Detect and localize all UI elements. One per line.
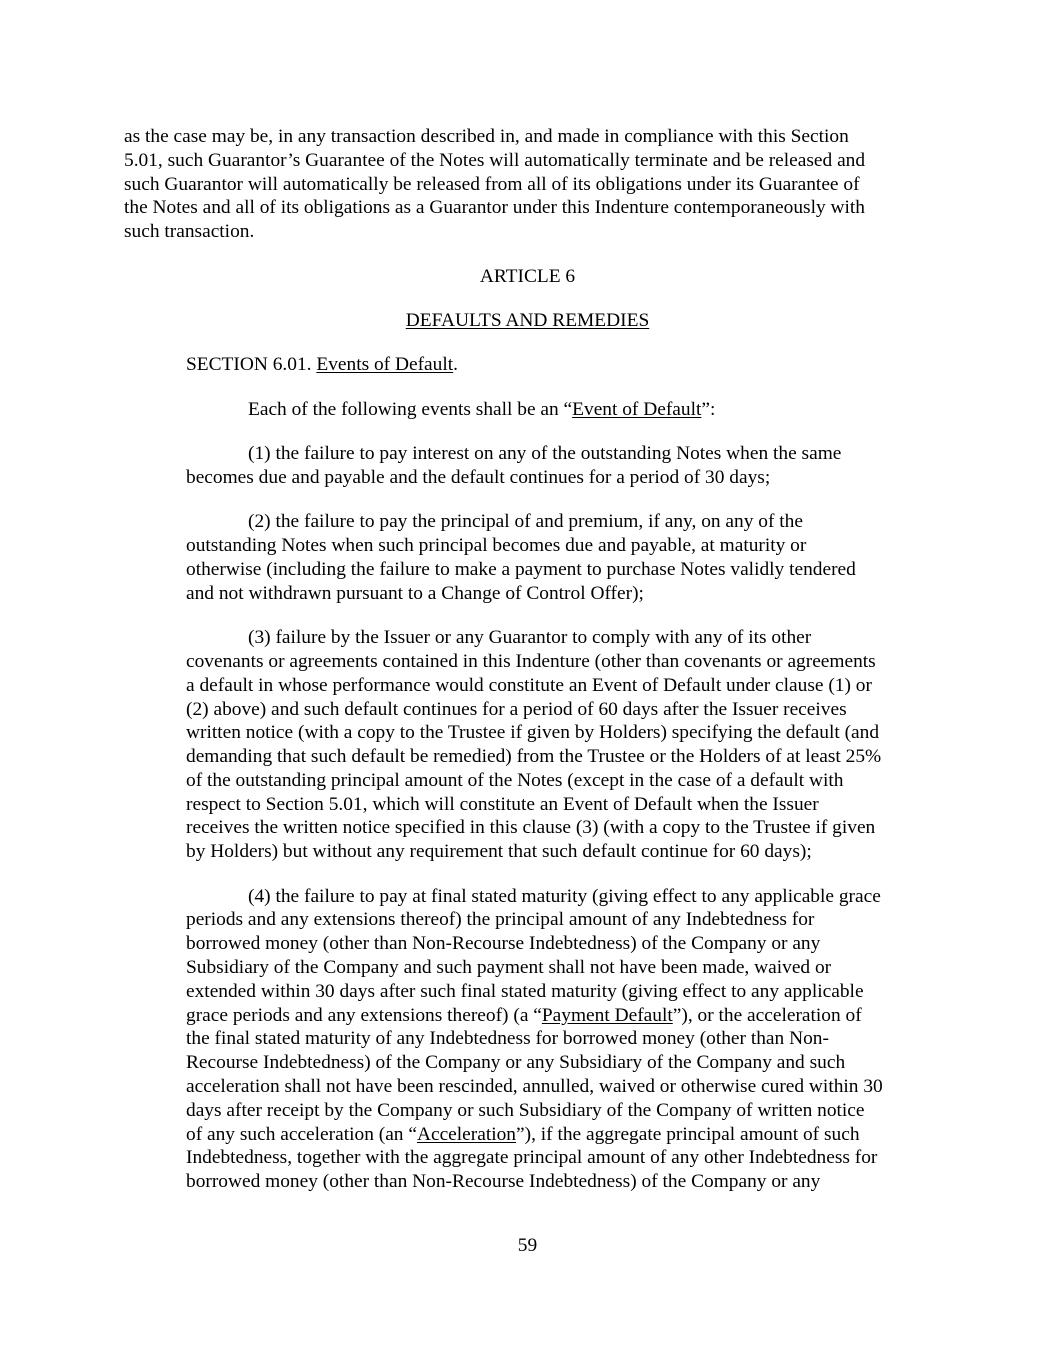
text-line [0, 309, 1055, 333]
text-line: a default in whose performance would constitute an Event of Default under clause (1) or [186, 674, 872, 696]
text-segment: grace periods and any extensions thereof) (a “ [186, 1004, 542, 1026]
defined-term: DEFAULTS AND REMEDIES [405, 309, 650, 331]
text-line [0, 353, 1055, 377]
text-segment: ”: [701, 398, 716, 420]
text-segment: SECTION 6.01. [186, 354, 317, 376]
text-line: such Guarantor will automatically be released from all of its obligations under its Guarantee of [124, 173, 860, 195]
text-line: Recourse Indebtedness) of the Company or any Subsidiary of the Company and such [186, 1052, 846, 1074]
defined-term: Payment Default [541, 1004, 673, 1026]
text-segment: of any such acceleration (an “ [186, 1123, 417, 1145]
text-line: written notice (with a copy to the Trustee if given by Holders) specifying the default (and [186, 722, 880, 744]
text-line [0, 1123, 1055, 1147]
text-segment: Each of the following events shall be an “ [248, 398, 573, 420]
text-line [0, 398, 1055, 422]
text-line: (2) above) and such default continues for a period of 60 days after the Issuer receives [186, 698, 847, 720]
text-line: the Notes and all of its obligations as a Guarantor under this Indenture contemporaneously with [124, 197, 865, 219]
text-line: (3) failure by the Issuer or any Guarantor to comply with any of its other [248, 627, 812, 649]
clause [0, 510, 1055, 605]
paragraph [0, 398, 1055, 422]
text-line: (2) the failure to pay the principal of and premium, if any, on any of the [248, 511, 803, 533]
page-number: 59 [517, 1235, 538, 1256]
text-line: borrowed money (other than Non-Recourse Indebtedness) of the Company or any [186, 1171, 821, 1193]
text-segment: . [453, 354, 458, 376]
text-line [0, 1004, 1055, 1028]
continuation [0, 125, 1055, 244]
text-line: by Holders) but without any requirement that such default continue for 60 days); [186, 841, 812, 863]
defined-term: Events of Default [316, 354, 454, 376]
text-line: as the case may be, in any transaction described in, and made in compliance with this Section [124, 126, 849, 147]
text-line: days after receipt by the Company or such Subsidiary of the Company of written notice [186, 1099, 865, 1121]
text-line: such transaction. [124, 221, 255, 243]
text-line: receives the written notice specified in this clause (3) (with a copy to the Trustee if given [186, 817, 876, 839]
text-line: demanding that such default be remedied) from the Trustee or the Holders of at least 25% [186, 746, 882, 768]
clause [0, 442, 1055, 490]
text-segment: ”), if the aggregate principal amount of such [516, 1123, 860, 1145]
text-line: respect to Section 5.01, which will constitute an Event of Default when the Issuer [186, 793, 819, 815]
clause [0, 885, 1055, 1194]
text-line: and not withdrawn pursuant to a Change of Control Offer); [186, 582, 644, 604]
document-body [0, 125, 1055, 1215]
article-title [0, 309, 1055, 333]
text-line: Indebtedness, together with the aggregate principal amount of any other Indebtedness for [186, 1147, 878, 1169]
text-line: covenants or agreements contained in this Indenture (other than covenants or agreements [186, 650, 876, 672]
text-line: 5.01, such Guarantor’s Guarantee of the Notes will automatically terminate and be released and [124, 149, 866, 171]
text-line: becomes due and payable and the default continues for a period of 30 days; [186, 466, 771, 488]
section-heading [0, 353, 1055, 377]
defined-term: Acceleration [416, 1123, 516, 1145]
defined-term: Event of Default [572, 398, 702, 420]
text-line: borrowed money (other than Non-Recourse Indebtedness) of the Company or any [186, 933, 821, 955]
text-line: (4) the failure to pay at final stated maturity (giving effect to any applicable grace [248, 885, 881, 907]
text-line: otherwise (including the failure to make a payment to purchase Notes validly tendered [186, 558, 856, 580]
text-line: Subsidiary of the Company and such payment shall not have been made, waived or [186, 957, 832, 979]
text-line: acceleration shall not have been rescinded, annulled, waived or otherwise cured within 30 [186, 1076, 883, 1098]
text-line: ARTICLE 6 [479, 265, 576, 287]
text-line: extended within 30 days after such final stated maturity (giving effect to any applicable [186, 980, 864, 1002]
text-line: (1) the failure to pay interest on any of the outstanding Notes when the same [248, 443, 842, 465]
text-line: of the outstanding principal amount of the Notes (except in the case of a default with [186, 769, 844, 791]
text-segment: ”), or the acceleration of [672, 1004, 862, 1026]
text-line: outstanding Notes when such principal becomes due and payable, at maturity or [186, 535, 807, 557]
article-heading [0, 265, 1055, 289]
text-line: periods and any extensions thereof) the principal amount of any Indebtedness for [186, 909, 815, 931]
clause [0, 626, 1055, 864]
text-line: the final stated maturity of any Indebtedness for borrowed money (other than Non- [186, 1028, 829, 1050]
